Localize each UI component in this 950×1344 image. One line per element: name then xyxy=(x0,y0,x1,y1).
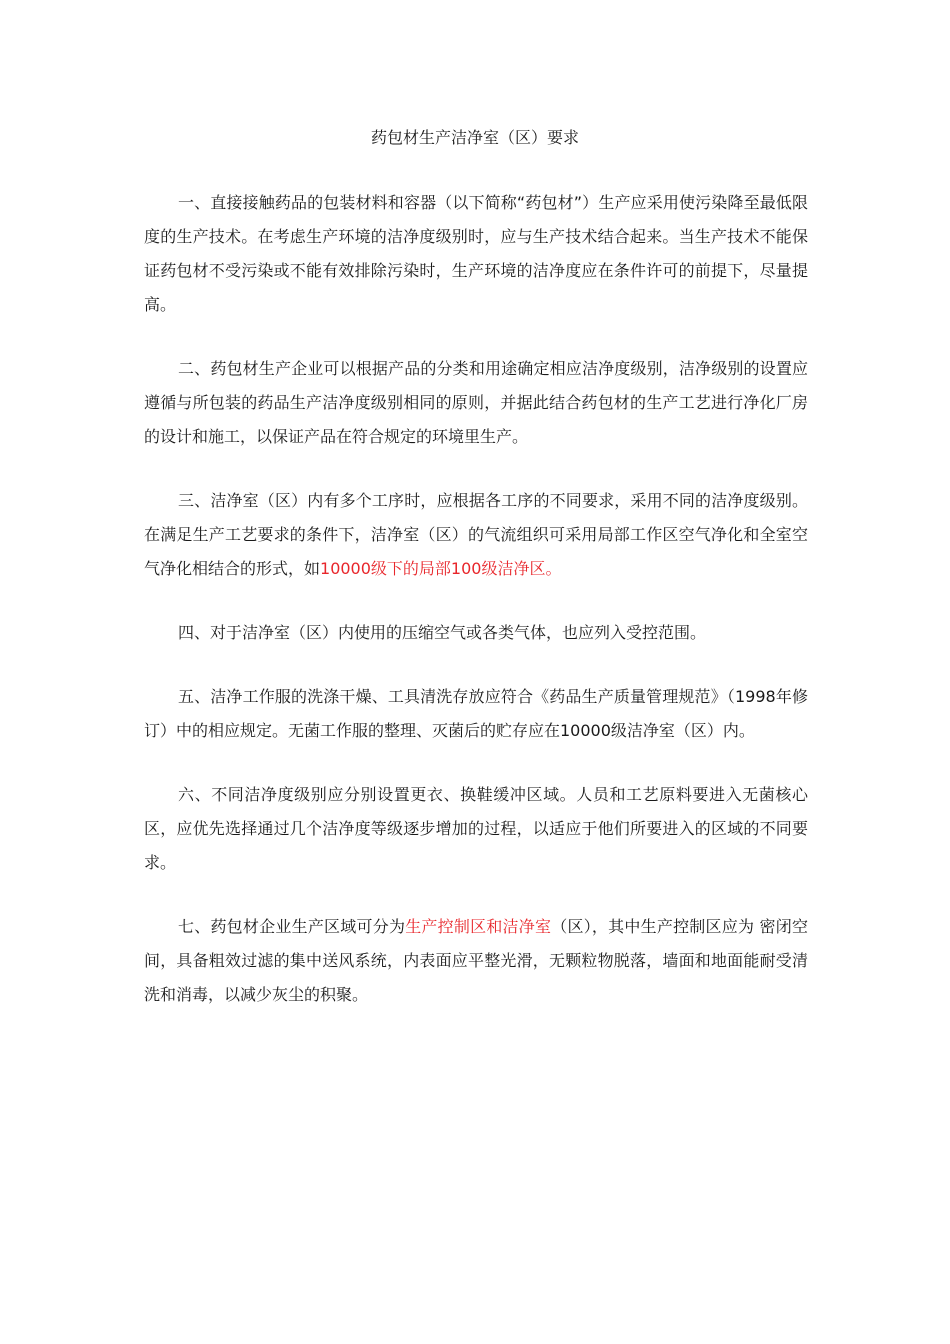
paragraph-2 xyxy=(144,352,808,454)
paragraph-text: （区），其中生产控制区应为 密闭空间，具备粗效过滤的集中送风系统，内表面应平整光滑，无颗粒物脱落，墙面和地面能耐受清洗和消毒，以减少灰尘的积聚。 xyxy=(144,917,808,1004)
paragraph-3 xyxy=(144,484,808,586)
highlighted-text: 生产控制区和洁净室 xyxy=(405,917,552,936)
document-title: 药包材生产洁净室（区）要求 xyxy=(370,128,579,147)
paragraph-text: 五、洁净工作服的洗涤干燥、工具清洗存放应符合《药品生产质量管理规范》（1998年修订）中的相应规定。无菌工作服的整理、灭菌后的贮存应在10000级洁净室（区）内。 xyxy=(144,687,808,740)
paragraph-1 xyxy=(144,186,808,322)
paragraph-7 xyxy=(144,910,808,1012)
document-body xyxy=(144,186,808,1042)
paragraph-text: 六、不同洁净度级别应分别设置更衣、换鞋缓冲区域。人员和工艺原料要进入无菌核心区，应优先选择通过几个洁净度等级逐步增加的过程，以适应于他们所要进入的区域的不同要求。 xyxy=(144,785,808,872)
paragraph-text: 七、药包材企业生产区域可分为 xyxy=(178,917,406,936)
paragraph-6 xyxy=(144,778,808,880)
paragraph-text: 三、洁净室（区）内有多个工序时，应根据各工序的不同要求，采用不同的洁净度级别。在满足生产工艺要求的条件下，洁净室（区）的气流组织可采用局部工作区空气净化和全室空气净化相结合的形式，如 xyxy=(144,491,808,578)
highlighted-text: 10000级下的局部100级洁净区。 xyxy=(320,559,562,578)
paragraph-text: 四、对于洁净室（区）内使用的压缩空气或各类气体，也应列入受控范围。 xyxy=(178,623,707,642)
paragraph-text: 二、药包材生产企业可以根据产品的分类和用途确定相应洁净度级别，洁净级别的设置应遵循与所包装的药品生产洁净度级别相同的原则，并据此结合药包材的生产工艺进行净化厂房的设计和施工，以保证产品在符合规定的环境里生产。 xyxy=(144,359,808,446)
paragraph-4 xyxy=(144,616,808,650)
paragraph-text: 一、直接接触药品的包装材料和容器（以下简称“药包材”）生产应采用使污染降至最低限度的生产技术。在考虑生产环境的洁净度级别时，应与生产技术结合起来。当生产技术不能保证药包材不受污染或不能有效排除污染时，生产环境的洁净度应在条件许可的前提下，尽量提高。 xyxy=(144,193,808,314)
paragraph-5 xyxy=(144,680,808,748)
